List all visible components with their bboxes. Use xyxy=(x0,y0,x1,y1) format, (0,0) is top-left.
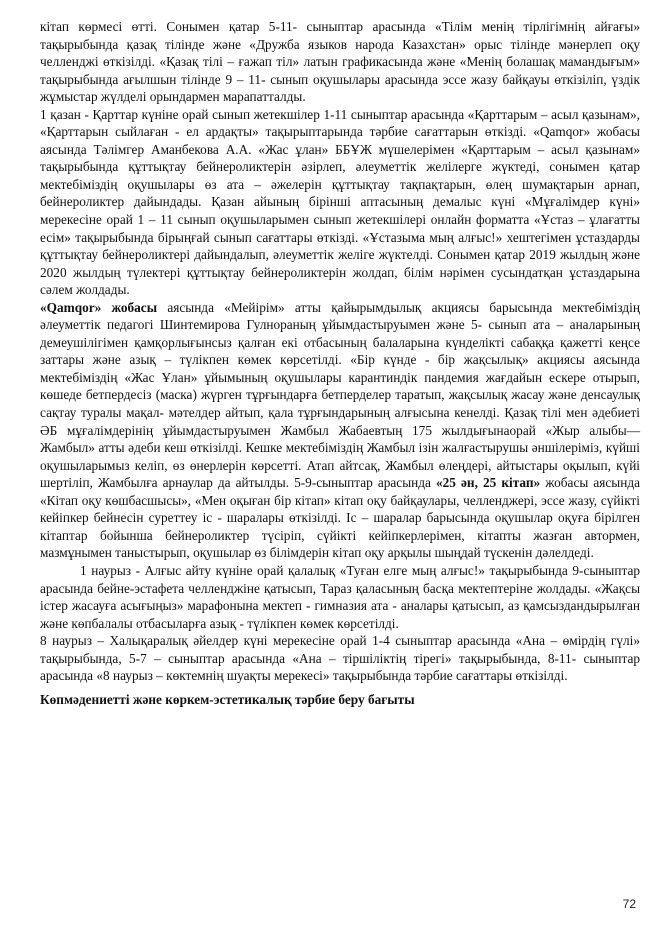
paragraph-book-exhibition: кітап көрмесі өтті. Сонымен қатар 5-11- сыныптар арасында «Тілім менің тірлігімнің айғағы» тақырыбында қазақ тілінде және «Дружба языков народа Казахстан» орыс тілінде мәнерлеп оқу челленджі өткізілді. «Қазақ тілі – ғажап тіл» латын графикасында және «Менің болашақ мамандығым» тақырыбында ағылшын тілінде 9 – 11- сынып оқушылары арасында эссе жазу байқауы өткізіліп, үздік жұмыстар жүлделі орындармен марапатталды. xyxy=(40,19,640,105)
qamqor-text-part2: жобасы аясында «Кітап оқу көшбасшысы», «Мен оқыған бір кітап» кітап оқу байқаулары, челленджері, эссе жазу, сүйікті кейіпкер бейнесін суреттеу іс - шаралары өткізілді. Іс – шаралар барысында оқушылар оқуға бірілген кітаптар бойынша бейнероликтер түсіріп, сүйікті кейіпкерлерімен, кітапты жазған автормен, мазмұнымен таныстырып, оқушылар өз білімдерін кітап оқу арқылы шыңдай түскенін дәлелдеді. xyxy=(40,475,641,561)
qamqor-project-label: «Qamqor» жобасы xyxy=(40,299,158,315)
paragraph-elders-day: 1 қазан - Қарттар күніне орай сынып жетекшілер 1-11 сыныптар арасында «Қарттарым – асыл қазынам», «Қарттарын сыйлаған - ел ардақты» тақырыптарында тәрбие сағаттарын өткізді. «Qamqor» жобасы аясында Тәлімгер Аманбекова А.А. «Жас ұлан» ББҰЖ мүшелерімен «Қарттарым – асыл қазынам» тақырыбында құттықтау бейнероликтерін әзірлеп, әлеуметтік желілерге жүктеді, сонымен қатар мектебіміздің оқушылары өз ата – әжелерін құттықтау тақпақтарын, өлең шумақтарын арнап, бейнероликтер дайындады. Қазан айының бірінші аптасының демалыс күні «Мұғалімдер күні» мерекесіне орай 1 – 11 сынып оқушыларымен сынып жетекшілері онлайн форматта «Ұстаз – ұлағатты есім» тақырыбында бірыңғай сынып сағаттары өткізді. «Ұстазыма мың алғыс!» хештегімен ұстаздарды құттықтау бейнероликтері дайындалып, әлеуметтік желіге жүктелді. Сонымен қатар 2019 жылдың және 2020 жылдың түлектері құттықтау бейнероликтерін жолдап, білім нәрімен сусындатқан ұстаздарына сәлем жолдады. xyxy=(40,106,640,298)
section-heading: Көпмәдениетті және көркем-эстетикалық тәрбие беру бағыты xyxy=(40,691,415,707)
paragraph-gratitude-day: 1 наурыз - Алғыс айту күніне орай қалалық «Туған елге мың алғыс!» тақырыбында 9-сыныптар арасында бейне-эстафета челленджіне қатысып, Тараз қаласының басқа мектептеріне жолдады. «Жақсы істер жасауға асығыңыз» марафонына мектеп - гимназия ата - аналары қатысып, аз қамсыздандырылған және көпбалалы отбасыларға азық - түлікпен көмек көрсетілді. xyxy=(40,562,640,631)
qamqor-text-part1: аясында «Мейірім» атты қайырымдылық акциясы барысында мектебіміздің әлеуметтік педагогі Шинтемирова Гулнораның ұйымдастыруымен және 5- сынып ата – аналарының демеушілігімен қамқорлығынсыз қалған екі отбасының балаларына күнделікті сабаққа қажетті кеңсе заттары және азық – түлікпен көмек көрсетілді. «Бір күнде - бір жақсылық» акциясы аясында мектебіміздің «Жас Ұлан» ұйымының оқушылары карантиндік пандемия жағдайын ескере отырып, көшеде бетпердесіз (маска) жүрген тұрғындарға бетперделер таратып, жақсылық жасау және денсаулық сақтау туралы мақал- мәтелдер айтып, қала тұрғындарының алғысына кенелді. Қазақ тілі мен әдебиеті ӘБ мұғалімдерінің ұйымдастыруымен Жамбыл Жабаевтың 175 жылдығынаорай «Жыр алыбы—Жамбыл» атты әдеби кеш өткізілді. Кешке мектебіміздің Жамбыл ізін жалғастырушы әншілеріміз, күйші оқушыларымыз келіп, өз өнерлерін көрсетті. Атап айтсақ, Жамбыл өлеңдері, айтыстары оқылып, күйі шертіліп, Жамбылға арнаулар да айтылды. 5-9-сыныптар арасында xyxy=(40,299,640,491)
paragraph-qamqor-project xyxy=(40,299,640,562)
songs-books-project-label: «25 ән, 25 кітап» xyxy=(436,475,541,491)
document-body xyxy=(40,18,640,708)
page-number: 72 xyxy=(622,897,636,911)
paragraph-womens-day: 8 наурыз – Халықаралық әйелдер күні мерекесіне орай 1-4 сыныптар арасында «Ана – өмірдің гүлі» тақырыбында, 5-7 – сыныптар арасында «Ана – тіршіліктің тірегі» тақырыбында, 8-11- сыныптар арасында «8 наурыз – көктемнің шуақты мерекесі» тақырыбында тәрбие сағаттары өткізілді. xyxy=(40,633,640,684)
